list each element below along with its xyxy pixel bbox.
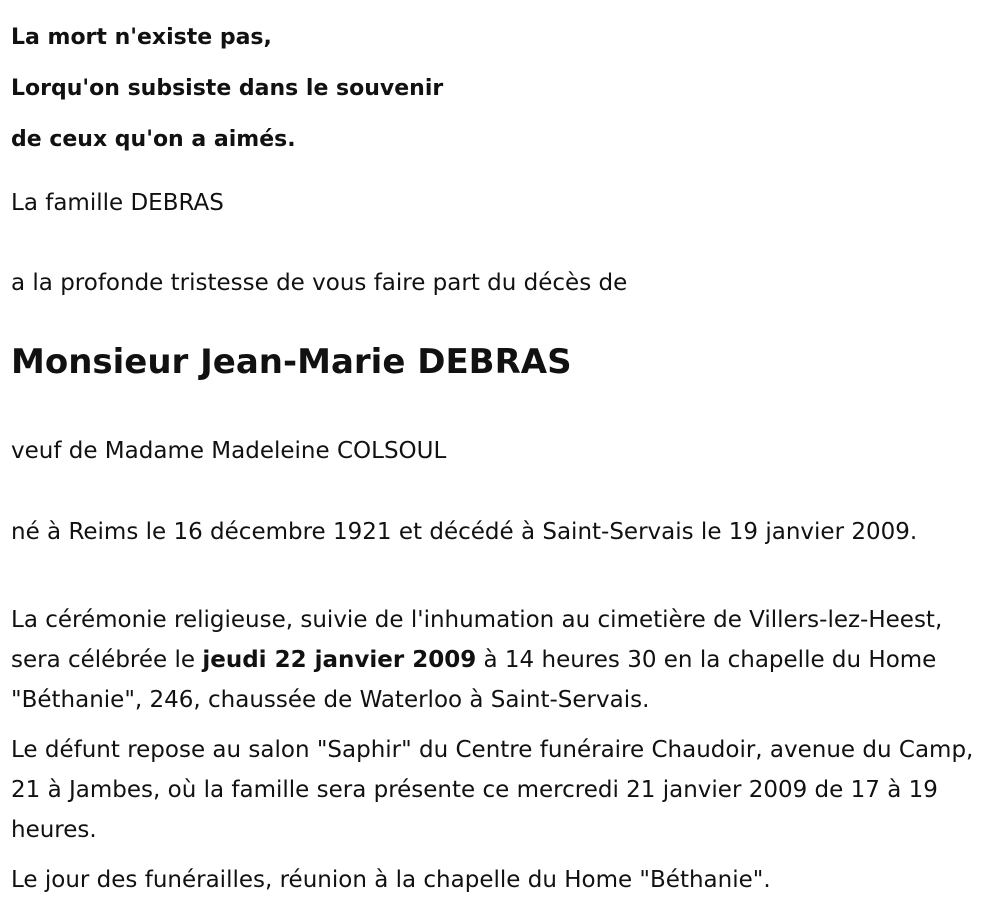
poem-line-2: Lorqu'on subsiste dans le souvenir <box>11 76 444 101</box>
family-line: La famille DEBRAS <box>11 190 224 216</box>
birth-death-paragraph: né à Reims le 16 décembre 1921 et décédé à Saint-Servais le 19 janvier 2009. <box>11 519 918 545</box>
spouse-line: veuf de Madame Madeleine COLSOUL <box>11 438 447 464</box>
funeral-day-paragraph: Le jour des funérailles, réunion à la chapelle du Home "Béthanie". <box>11 867 771 893</box>
announcement-line: a la profonde tristesse de vous faire part du décès de <box>11 270 628 296</box>
deceased-name: Monsieur Jean-Marie DEBRAS <box>11 342 572 382</box>
ceremony-date: jeudi 22 janvier 2009 <box>202 647 477 673</box>
viewing-paragraph: Le défunt repose au salon "Saphir" du Centre funéraire Chaudoir, avenue du Camp, 21 à Jambes, où la famille sera présente ce mercredi 21 janvier 2009 de 17 à 19 heures. <box>11 737 974 843</box>
poem-line-3: de ceux qu'on a aimés. <box>11 127 296 152</box>
poem <box>11 12 443 165</box>
ceremony-text-before: La cérémonie religieuse, suivie de l'inhumation au cimetière de Villers-lez-Heest, sera célébrée le <box>11 607 943 673</box>
poem-line-1: La mort n'existe pas, <box>11 25 272 50</box>
ceremony-paragraph <box>11 600 991 720</box>
ceremony-text-after: à 14 heures 30 en la chapelle du Home "Béthanie", 246, chaussée de Waterloo à Saint-Servais. <box>11 647 937 713</box>
